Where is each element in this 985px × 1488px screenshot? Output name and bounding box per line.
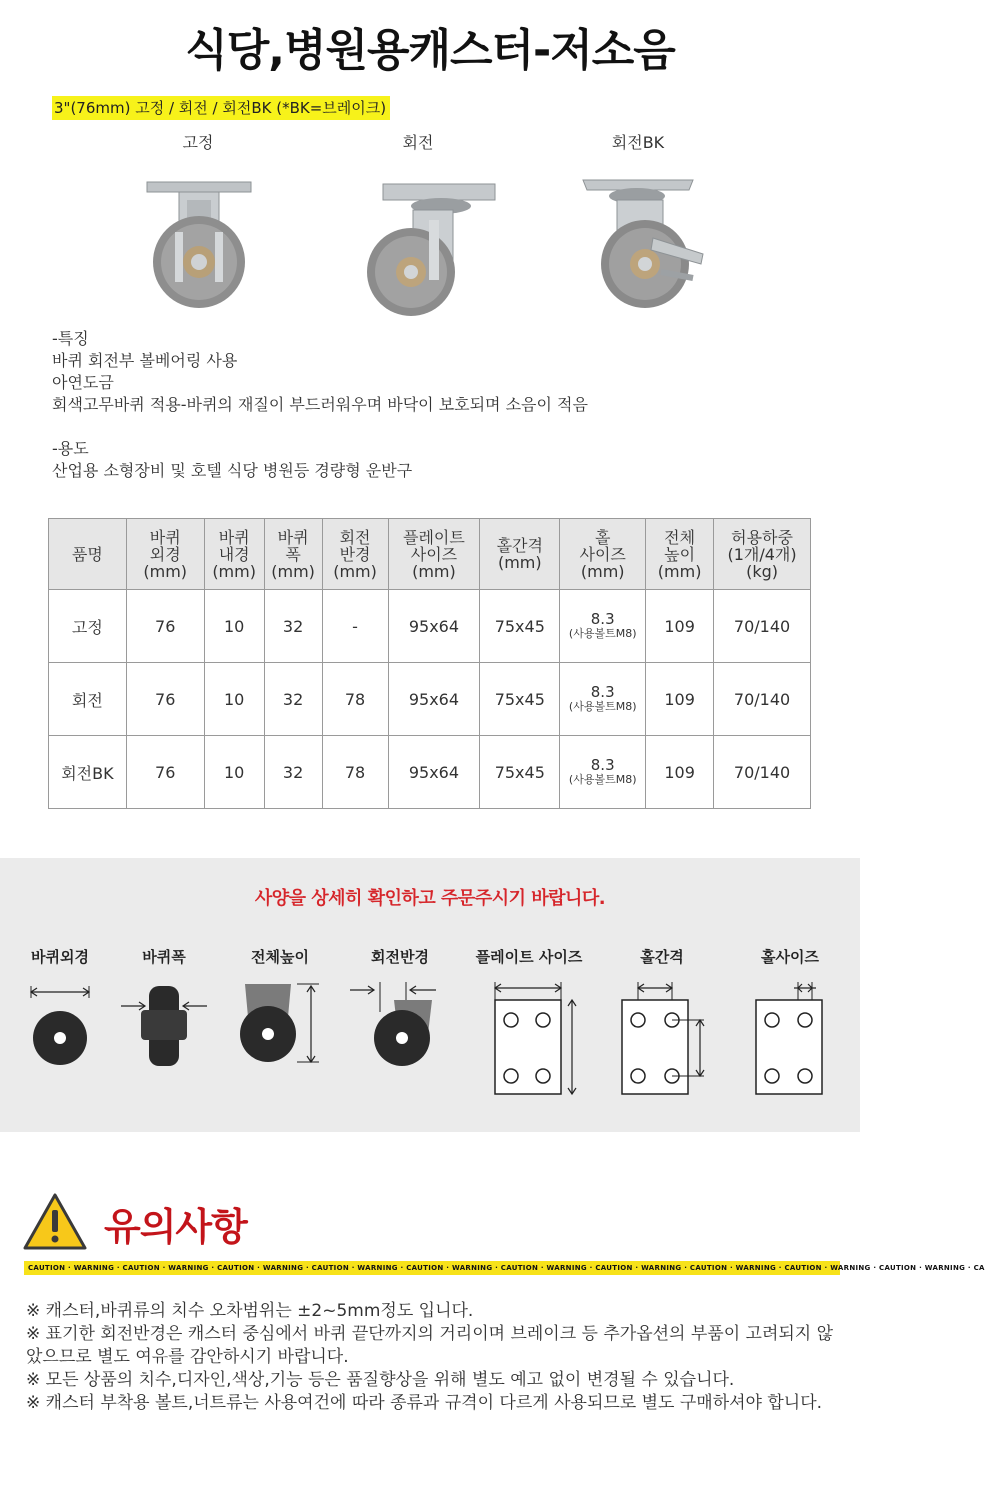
usage-heading: -용도 bbox=[52, 439, 89, 458]
hole-bolt-note: (사용볼트M8) bbox=[568, 627, 637, 640]
cell-spacing: 75x45 bbox=[480, 590, 560, 663]
table-row bbox=[49, 736, 811, 809]
product-label: 회전 bbox=[402, 133, 434, 152]
swivel-caster-photo bbox=[333, 160, 503, 310]
cell-width: 32 bbox=[264, 736, 322, 809]
wheel-outer-diameter-icon bbox=[25, 982, 95, 1072]
cell-outer: 76 bbox=[126, 663, 204, 736]
diagram-label: 전체높이 bbox=[251, 948, 309, 966]
caution-title: 유의사항 bbox=[104, 1205, 247, 1249]
plate-size-icon bbox=[479, 982, 579, 1098]
swivel-radius-icon bbox=[354, 982, 446, 1072]
cell-inner: 10 bbox=[204, 736, 264, 809]
cell-outer: 76 bbox=[126, 736, 204, 809]
header-plate: 플레이트 사이즈 (mm) bbox=[388, 519, 480, 590]
overall-height-icon bbox=[235, 982, 325, 1072]
cell-height: 109 bbox=[646, 663, 714, 736]
header-spacing: 홀간격 (mm) bbox=[480, 519, 560, 590]
cell-width: 32 bbox=[264, 590, 322, 663]
cell-name: 회전 bbox=[49, 663, 127, 736]
cell-width: 32 bbox=[264, 663, 322, 736]
feature-line: 바퀴 회전부 볼베어링 사용 bbox=[52, 351, 238, 370]
wheel-width-icon bbox=[119, 982, 209, 1072]
hole-bolt-note: (사용볼트M8) bbox=[568, 700, 637, 713]
hole-size-icon bbox=[750, 982, 830, 1098]
diagram-hole-size bbox=[740, 946, 840, 1098]
cell-hole bbox=[560, 590, 646, 663]
hole-size-value: 8.3 bbox=[590, 683, 615, 701]
header-height: 전체 높이 (mm) bbox=[646, 519, 714, 590]
diagram-label: 회전반경 bbox=[371, 948, 429, 966]
cell-radius: 78 bbox=[322, 736, 388, 809]
cell-radius: 78 bbox=[322, 663, 388, 736]
cell-load: 70/140 bbox=[714, 663, 811, 736]
feature-line: 아연도금 bbox=[52, 373, 114, 392]
subtitle-container bbox=[52, 96, 390, 120]
page-title: 식당,병원용캐스터-저소음 bbox=[185, 25, 675, 76]
header-inner: 바퀴 내경 (mm) bbox=[204, 519, 264, 590]
diagram-wheel-width bbox=[118, 946, 210, 1072]
fixed-caster-photo bbox=[113, 160, 283, 310]
caution-notes bbox=[26, 1300, 834, 1415]
cell-hole bbox=[560, 663, 646, 736]
caution-note: ※ 표기한 회전반경은 캐스터 중심에서 바퀴 끝단까지의 거리이며 브레이크 등 추가옵션의 부품이 고려되지 않았으므로 별도 여유를 감안하시기 바랍니다. bbox=[26, 1324, 834, 1367]
cell-load: 70/140 bbox=[714, 736, 811, 809]
caution-note: ※ 모든 상품의 치수,디자인,색상,기능 등은 품질향상을 위해 별도 예고 없이 변경될 수 있습니다. bbox=[26, 1370, 735, 1390]
table-row bbox=[49, 663, 811, 736]
cell-plate: 95x64 bbox=[388, 663, 480, 736]
diagram-label: 홀사이즈 bbox=[761, 948, 819, 966]
hole-size-value: 8.3 bbox=[590, 756, 615, 774]
product-label: 회전BK bbox=[611, 133, 665, 152]
cell-plate: 95x64 bbox=[388, 590, 480, 663]
diagram-outer-diameter bbox=[14, 946, 106, 1072]
hole-size-value: 8.3 bbox=[590, 610, 615, 628]
cell-height: 109 bbox=[646, 736, 714, 809]
cell-inner: 10 bbox=[204, 590, 264, 663]
header-load: 허용하중 (1개/4개) (kg) bbox=[714, 519, 811, 590]
product-fixed bbox=[108, 130, 288, 310]
caution-tape: CAUTION · WARNING · CAUTION · WARNING · CAUTION · WARNING · CAUTION · WARNING · CAUTION · WARNING · CAUTION · WARNING · CAUTION · WARNING · CAUTION · WARNING · CAUTION · WARNING · CAUTION · WARNING · CA bbox=[24, 1261, 840, 1275]
table-row bbox=[49, 590, 811, 663]
diagram-overall-height bbox=[230, 946, 330, 1072]
cell-spacing: 75x45 bbox=[480, 736, 560, 809]
header-outer: 바퀴 외경 (mm) bbox=[126, 519, 204, 590]
product-photos bbox=[52, 130, 792, 330]
table-header-row bbox=[49, 519, 811, 590]
cell-inner: 10 bbox=[204, 663, 264, 736]
caution-header bbox=[22, 1192, 842, 1252]
caution-note: ※ 캐스터,바퀴류의 치수 오차범위는 ±2~5mm정도 입니다. bbox=[26, 1301, 474, 1321]
header-width: 바퀴 폭 (mm) bbox=[264, 519, 322, 590]
header-radius: 회전 반경 (mm) bbox=[322, 519, 388, 590]
cell-hole bbox=[560, 736, 646, 809]
header-name: 품명 bbox=[49, 519, 127, 590]
diagram-label: 바퀴외경 bbox=[31, 948, 89, 966]
feature-line: 회색고무바퀴 적용-바퀴의 재질이 부드러워우며 바닥이 보호되며 소음이 적음 bbox=[52, 395, 588, 414]
features-heading: -특징 bbox=[52, 329, 89, 348]
cell-radius: - bbox=[322, 590, 388, 663]
product-label: 고정 bbox=[182, 133, 214, 152]
hole-bolt-note: (사용볼트M8) bbox=[568, 773, 637, 786]
caution-note: ※ 캐스터 부착용 볼트,너트류는 사용여건에 따라 종류과 규격이 다르게 사용되므로 별도 구매하셔야 합니다. bbox=[26, 1393, 823, 1413]
features-section bbox=[52, 328, 588, 482]
product-swivel-brake bbox=[548, 130, 728, 310]
usage-line: 산업용 소형장비 및 호텔 식당 병원등 경량형 운반구 bbox=[52, 461, 413, 480]
cell-name: 회전BK bbox=[49, 736, 127, 809]
diagram-plate-size bbox=[468, 946, 590, 1098]
diagram-label: 홀간격 bbox=[640, 948, 684, 966]
hole-spacing-icon bbox=[614, 982, 710, 1098]
subtitle-highlight: 3"(76mm) 고정 / 회전 / 회전BK (*BK=브레이크) bbox=[52, 96, 390, 120]
spec-table bbox=[48, 518, 811, 809]
diagram-hole-spacing bbox=[610, 946, 714, 1098]
cell-spacing: 75x45 bbox=[480, 663, 560, 736]
diagram-swivel-radius bbox=[350, 946, 450, 1072]
cell-outer: 76 bbox=[126, 590, 204, 663]
cell-load: 70/140 bbox=[714, 590, 811, 663]
warning-triangle-icon bbox=[22, 1192, 88, 1252]
cell-height: 109 bbox=[646, 590, 714, 663]
cell-plate: 95x64 bbox=[388, 736, 480, 809]
swivel-brake-caster-photo bbox=[553, 160, 723, 310]
diagram-label: 바퀴폭 bbox=[142, 948, 186, 966]
diagram-label: 플레이트 사이즈 bbox=[475, 948, 583, 966]
header-hole: 홀 사이즈 (mm) bbox=[560, 519, 646, 590]
product-swivel bbox=[328, 130, 508, 310]
order-notice: 사양을 상세히 확인하고 주문주시기 바랍니다. bbox=[254, 888, 606, 909]
cell-name: 고정 bbox=[49, 590, 127, 663]
